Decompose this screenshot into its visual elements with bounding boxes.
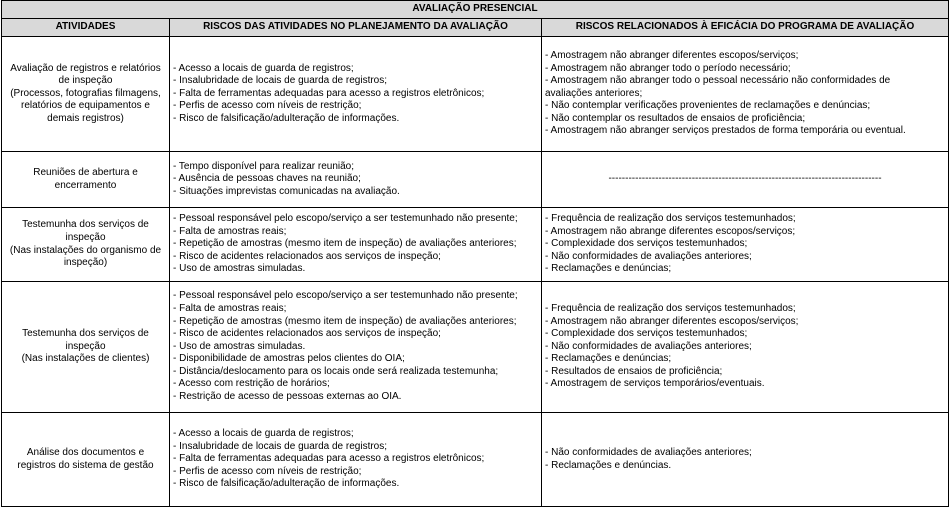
cell-line: - Amostragem não abranger todo o pessoal necessário não conformidades de bbox=[545, 75, 891, 87]
cell-line: - Não contemplar os resultados de ensaios de proficiência; bbox=[545, 112, 806, 124]
cell-line: - Amostragem de serviços temporários/eventuais. bbox=[545, 378, 765, 390]
activity-cell bbox=[2, 37, 170, 152]
planning-risks-cell bbox=[170, 37, 542, 152]
header-row bbox=[2, 19, 949, 37]
table-row bbox=[2, 37, 949, 152]
cell-line: - Falta de amostras reais; bbox=[173, 302, 287, 314]
cell-line: (Processos, fotografias filmagens, bbox=[10, 87, 161, 99]
activity-cell bbox=[2, 152, 170, 208]
cell-line: inspeção) bbox=[63, 257, 108, 269]
table-title: AVALIAÇÃO PRESENCIAL bbox=[2, 1, 949, 19]
cell-line: de inspeção bbox=[58, 75, 113, 87]
table-row bbox=[2, 413, 949, 507]
header-efficacy-risks: RISCOS RELACIONADOS À EFICÁCIA DO PROGRAMA DE AVALIAÇÃO bbox=[542, 19, 949, 37]
cell-line: registros do sistema de gestão bbox=[17, 459, 154, 471]
efficacy-risks-cell bbox=[542, 282, 949, 413]
cell-line: avaliações anteriores; bbox=[545, 87, 643, 99]
cell-line: - Situações imprevistas comunicadas na avaliação. bbox=[173, 185, 400, 197]
planning-risks-cell bbox=[170, 413, 542, 507]
cell-line: Avaliação de registros e relatórios bbox=[10, 62, 161, 74]
cell-line: demais registros) bbox=[47, 112, 124, 124]
cell-line: - Pessoal responsável pelo escopo/serviço a ser testemunhado não presente; bbox=[173, 290, 518, 302]
efficacy-risks-cell bbox=[542, 208, 949, 282]
cell-line: - Não contemplar verificações provenientes de reclamações e denúncias; bbox=[545, 100, 871, 112]
cell-line: - Falta de ferramentas adequadas para acesso a registros eletrônicos; bbox=[173, 87, 485, 99]
cell-line: - Frequência de realização dos serviços testemunhados; bbox=[545, 213, 796, 225]
cell-line: - Insalubridade de locais de guarda de registros; bbox=[173, 75, 388, 87]
cell-line: relatórios de equipamentos e bbox=[21, 100, 150, 112]
cell-line: - Disponibilidade de amostras pelos clientes do OIA; bbox=[173, 353, 405, 365]
cell-line: - Acesso a locais de guarda de registros; bbox=[173, 428, 354, 440]
cell-line: - Reclamações e denúncias; bbox=[545, 263, 672, 275]
cell-line: (Nas instalações de clientes) bbox=[21, 353, 150, 365]
cell-line: - Uso de amostras simuladas. bbox=[173, 263, 306, 275]
cell-line: Testemunha dos serviços de bbox=[22, 219, 149, 231]
cell-line: - Acesso a locais de guarda de registros; bbox=[173, 62, 354, 74]
activity-cell bbox=[2, 282, 170, 413]
cell-line: - Falta de amostras reais; bbox=[173, 225, 287, 237]
cell-line: - Acesso com restrição de horários; bbox=[173, 378, 330, 390]
cell-line: - Uso de amostras simuladas. bbox=[173, 340, 306, 352]
cell-line: - Insalubridade de locais de guarda de registros; bbox=[173, 440, 388, 452]
cell-line: Testemunha dos serviços de bbox=[22, 328, 149, 340]
cell-line: - Ausência de pessoas chaves na reunião; bbox=[173, 173, 361, 185]
cell-line: Reuniões de abertura e bbox=[33, 166, 138, 178]
cell-line: - Amostragem não abranger diferentes escopos/serviços; bbox=[545, 315, 799, 327]
cell-line: - Amostragem não abranger diferentes escopos/serviços; bbox=[545, 49, 799, 61]
header-activities: ATIVIDADES bbox=[2, 19, 170, 37]
table-row bbox=[2, 152, 949, 208]
cell-line: - Tempo disponível para realizar reunião; bbox=[173, 160, 355, 172]
cell-line: - Amostragem não abrange diferentes escopos/serviços; bbox=[545, 225, 796, 237]
cell-line: - Restrição de acesso de pessoas externas ao OIA. bbox=[173, 391, 402, 403]
header-planning-risks: RISCOS DAS ATIVIDADES NO PLANEJAMENTO DA AVALIAÇÃO bbox=[170, 19, 542, 37]
risk-table bbox=[1, 0, 949, 507]
empty-dash-line: ---------------------------------------------------------------------------------- bbox=[608, 173, 882, 185]
efficacy-risks-cell bbox=[542, 152, 949, 208]
cell-line: - Pessoal responsável pelo escopo/serviço a ser testemunhado não presente; bbox=[173, 213, 518, 225]
planning-risks-cell bbox=[170, 282, 542, 413]
cell-line: - Resultados de ensaios de proficiência; bbox=[545, 365, 723, 377]
activity-cell bbox=[2, 413, 170, 507]
efficacy-risks-cell bbox=[542, 37, 949, 152]
cell-line: - Amostragem não abranger todo o período necessário; bbox=[545, 62, 791, 74]
cell-line: - Complexidade dos serviços testemunhados; bbox=[545, 238, 748, 250]
title-row bbox=[2, 1, 949, 19]
cell-line: - Repetição de amostras (mesmo item de inspeção) de avaliações anteriores; bbox=[173, 238, 517, 250]
planning-risks-cell bbox=[170, 208, 542, 282]
planning-risks-cell bbox=[170, 152, 542, 208]
cell-line: encerramento bbox=[54, 179, 117, 191]
activity-cell bbox=[2, 208, 170, 282]
cell-line: - Risco de falsificação/adulteração de informações. bbox=[173, 112, 400, 124]
cell-line: - Reclamações e denúncias; bbox=[545, 353, 672, 365]
cell-line: - Não conformidades de avaliações anteriores; bbox=[545, 446, 752, 458]
cell-line: inspeção bbox=[65, 340, 106, 352]
cell-line: - Não conformidades de avaliações anteriores; bbox=[545, 250, 752, 262]
cell-line: - Risco de falsificação/adulteração de informações. bbox=[173, 478, 400, 490]
cell-line: - Amostragem não abranger serviços prestados de forma temporária ou eventual. bbox=[545, 125, 906, 137]
table-row bbox=[2, 208, 949, 282]
cell-line: - Reclamações e denúncias. bbox=[545, 459, 672, 471]
cell-line: (Nas instalações do organismo de bbox=[9, 244, 162, 256]
table-row bbox=[2, 282, 949, 413]
cell-line: - Complexidade dos serviços testemunhados; bbox=[545, 328, 748, 340]
cell-line: - Risco de acidentes relacionados aos serviços de inspeção; bbox=[173, 328, 441, 340]
cell-line: - Falta de ferramentas adequadas para acesso a registros eletrônicos; bbox=[173, 453, 485, 465]
cell-line: - Perfis de acesso com níveis de restrição; bbox=[173, 465, 362, 477]
cell-line: Análise dos documentos e bbox=[26, 446, 145, 458]
cell-line: - Perfis de acesso com níveis de restrição; bbox=[173, 100, 362, 112]
cell-line: - Risco de acidentes relacionados aos serviços de inspeção; bbox=[173, 250, 441, 262]
cell-line: - Repetição de amostras (mesmo item de inspeção) de avaliações anteriores; bbox=[173, 315, 517, 327]
cell-line: - Não conformidades de avaliações anteriores; bbox=[545, 340, 752, 352]
efficacy-risks-cell bbox=[542, 413, 949, 507]
cell-line: - Frequência de realização dos serviços testemunhados; bbox=[545, 302, 796, 314]
cell-line: - Distância/deslocamento para os locais onde será realizada testemunha; bbox=[173, 365, 499, 377]
cell-line: inspeção bbox=[65, 231, 106, 243]
